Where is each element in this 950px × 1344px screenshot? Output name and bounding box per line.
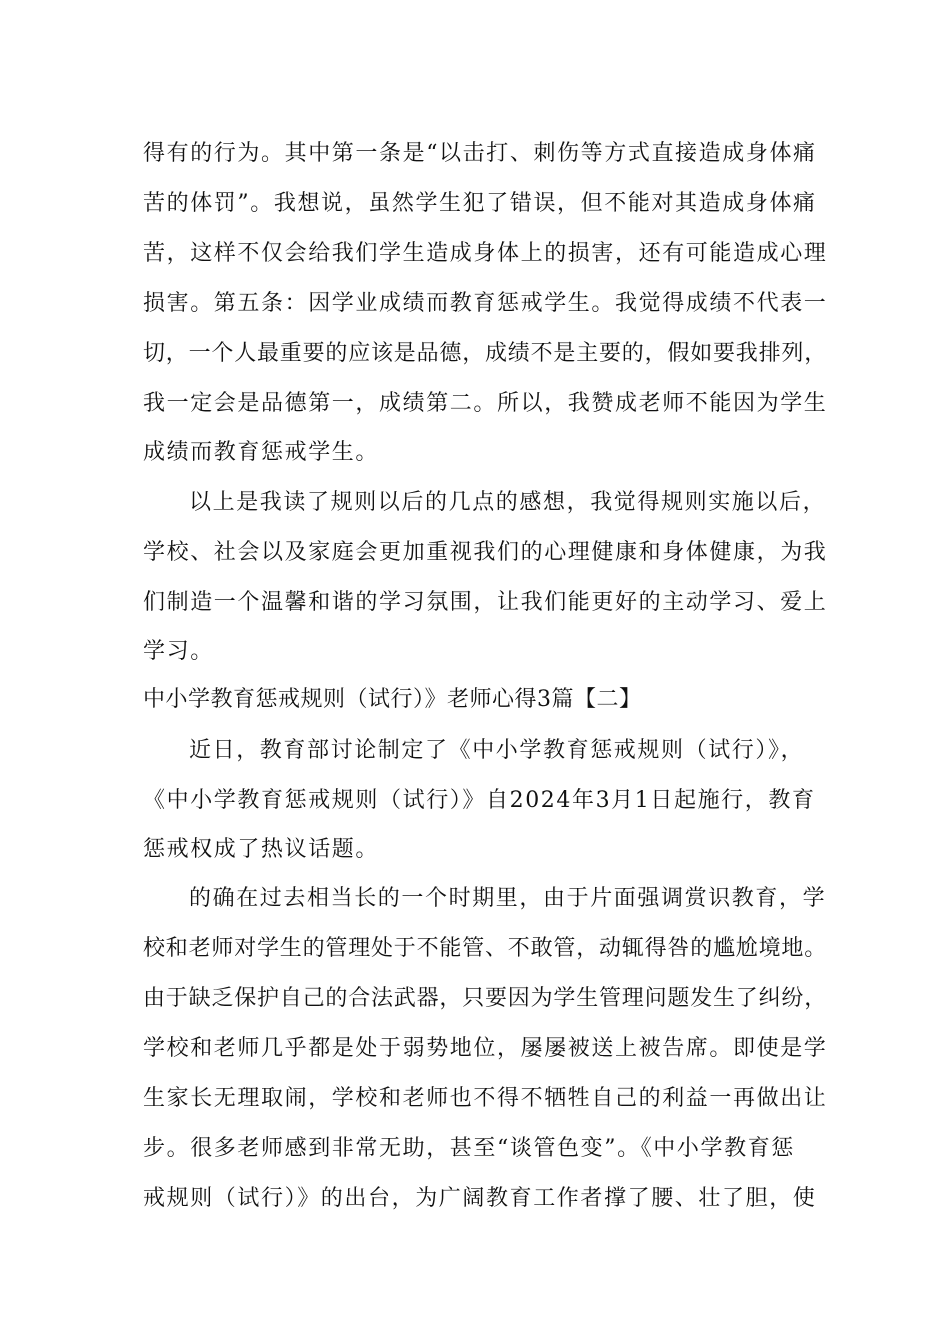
text-line: 学校、社会以及家庭会更加重视我们的心理健康和身体健康，为我 [143,540,828,565]
text-line: 苦的体罚”。我想说，虽然学生犯了错误，但不能对其造成身体痛 [143,191,817,216]
text-line: 校和老师对学生的管理处于不能管、不敢管，动辄得咎的尴尬境地。 [143,936,828,961]
text-line: 损害。第五条：因学业成绩而教育惩戒学生。我觉得成绩不代表一 [143,291,828,316]
text-line: 由于缺乏保护自己的合法武器，只要因为学生管理问题发生了纠纷， [143,986,828,1011]
text-line: 惩戒权成了热议话题。 [143,837,380,862]
text-line: 生家长无理取闹，学校和老师也不得不牺牲自己的利益一再做出让 [143,1086,828,1111]
paragraph-first-line: 的确在过去相当长的一个时期里，由于片面强调赏识教育，学 [189,886,827,911]
paragraph-first-line: 以上是我读了规则以后的几点的感想，我觉得规则实施以后， [189,490,827,515]
paragraph-first-line: 近日，教育部讨论制定了《中小学教育惩戒规则（试行）》， [189,738,805,763]
text-line: 《中小学教育惩戒规则（试行）》自2024年3月1日起施行，教育 [143,788,816,813]
text-line: 学校和老师几乎都是处于弱势地位，屡屡被送上被告席。即使是学 [143,1036,828,1061]
text-line: 苦，这样不仅会给我们学生造成身体上的损害，还有可能造成心理 [143,241,828,266]
text-line: 学习。 [143,639,214,664]
text-line: 我一定会是品德第一，成绩第二。所以，我赞成老师不能因为学生 [143,391,828,416]
text-line: 得有的行为。其中第一条是“以击打、刺伤等方式直接造成身体痛 [143,141,817,166]
text-line: 成绩而教育惩戒学生。 [143,440,380,465]
section-heading: 中小学教育惩戒规则（试行）》老师心得3篇【二】 [143,687,642,712]
text-line: 步。很多老师感到非常无助，甚至“谈管色变”。《中小学教育惩 [143,1136,795,1161]
text-line: 戒规则（试行）》的出台，为广阔教育工作者撑了腰、壮了胆，使 [143,1186,817,1211]
text-line: 切，一个人最重要的应该是品德，成绩不是主要的，假如要我排列， [143,341,828,366]
text-line: 们制造一个温馨和谐的学习氛围，让我们能更好的主动学习、爱上 [143,590,828,615]
